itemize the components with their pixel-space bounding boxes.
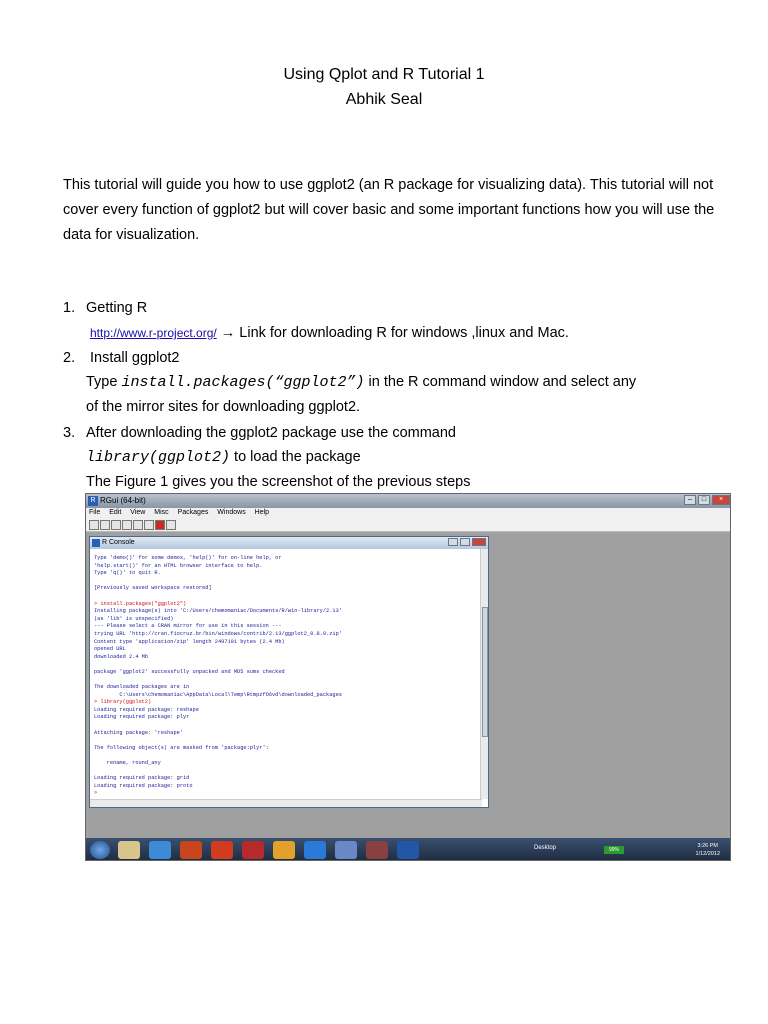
start-button[interactable]: [90, 841, 110, 859]
taskbar-app-icon[interactable]: [304, 841, 326, 859]
console-line: Loading required package: proto: [94, 782, 193, 789]
console-line: [94, 722, 478, 730]
rgui-window-buttons: [684, 495, 730, 505]
arrow-icon: →: [220, 325, 236, 341]
console-line: [94, 677, 478, 685]
menu-file[interactable]: File: [89, 509, 101, 516]
console-line: > library(ggplot2): [94, 699, 152, 706]
r-project-link[interactable]: http://www.r-project.org/: [90, 326, 217, 340]
library-command-code: library(ggplot2): [86, 449, 231, 466]
r-console-window: [89, 536, 489, 808]
paste-icon[interactable]: [133, 520, 143, 530]
battery-indicator: 99%: [604, 846, 624, 854]
r-console-titlebar: [90, 537, 488, 549]
taskbar-app-icon[interactable]: [397, 841, 419, 859]
install-command-code: install.packages(“ggplot2”): [121, 374, 365, 391]
console-line: [94, 768, 478, 776]
step-2-number: 2.: [63, 350, 76, 366]
taskbar-app-icon[interactable]: [366, 841, 388, 859]
step-2-continuation: of the mirror sites for downloading ggplot2.: [86, 399, 361, 415]
desktop-toolbar-label[interactable]: Desktop: [534, 845, 557, 851]
console-line: The following object(s) are masked from 'package:plyr':: [94, 744, 269, 751]
document-title: Using Qplot and R Tutorial 1: [283, 66, 485, 83]
taskbar-app-icon[interactable]: [242, 841, 264, 859]
stop-icon[interactable]: [155, 520, 165, 530]
clock-time: 3:26 PM: [697, 843, 718, 849]
r-console-output[interactable]: [90, 549, 482, 795]
console-line: > install.packages("ggplot2"): [94, 600, 187, 607]
console-line: [94, 752, 478, 760]
maximize-icon[interactable]: □: [698, 495, 710, 505]
r-console-icon: [92, 539, 100, 547]
step-2-command-suffix: in the R command window and select any: [364, 374, 637, 390]
console-line: Type 'demo()' for some demos, 'help()' for on-line help, or: [94, 555, 282, 561]
step-3-command-suffix: to load the package: [230, 449, 361, 465]
copy-icon[interactable]: [122, 520, 132, 530]
console-line: rename, round_any: [94, 760, 161, 767]
taskbar-app-icon[interactable]: [273, 841, 295, 859]
minimize-icon[interactable]: –: [684, 495, 696, 505]
step-2-heading: Install ggplot2: [90, 350, 180, 366]
console-line: --- Please select a CRAN mirror for use in this session ---: [94, 623, 282, 630]
console-line: Loading required package: plyr: [94, 714, 190, 721]
open-script-icon[interactable]: [89, 520, 99, 530]
figure-caption: The Figure 1 gives you the screenshot of the previous steps: [86, 474, 471, 490]
console-horizontal-scrollbar[interactable]: [90, 799, 482, 807]
console-line: downloaded 2.4 Mb: [94, 653, 149, 660]
taskbar-app-icon[interactable]: [335, 841, 357, 859]
console-line: >: [94, 790, 98, 795]
console-line: package 'ggplot2' successfully unpacked and MD5 sums checked: [94, 668, 285, 675]
step-3-number: 3.: [63, 425, 76, 441]
step-1-number: 1.: [63, 300, 76, 316]
console-line: Attaching package: 'reshape': [94, 729, 184, 736]
console-line: Loading required package: grid: [94, 775, 190, 782]
console-window-buttons: [448, 538, 486, 546]
rgui-toolbar: [86, 518, 731, 532]
load-workspace-icon[interactable]: [100, 520, 110, 530]
console-line: 'help.start()' for an HTML browser interface to help.: [94, 562, 263, 569]
console-line: Loading required package: reshape: [94, 706, 199, 713]
console-line: (as 'lib' is unspecified): [94, 615, 174, 622]
console-line: [94, 578, 478, 586]
menu-misc[interactable]: Misc: [154, 509, 169, 516]
rgui-titlebar: [86, 494, 731, 508]
console-line: Type 'q()' to quit R.: [94, 570, 161, 577]
menu-windows[interactable]: Windows: [217, 509, 246, 516]
console-minimize-icon[interactable]: [448, 538, 458, 546]
console-vertical-scrollbar[interactable]: [480, 549, 488, 799]
console-line: Installing package(s) into 'C:/Users/chemomaniac/Documents/R/win-library/2.13': [94, 608, 342, 615]
clock-date: 1/12/2012: [695, 851, 720, 857]
r-console-title: R Console: [102, 539, 135, 546]
print-icon[interactable]: [166, 520, 176, 530]
close-icon[interactable]: ×: [712, 495, 730, 505]
scroll-thumb[interactable]: [482, 607, 488, 737]
r-logo-icon: R: [88, 496, 98, 506]
console-line: opened URL: [94, 646, 126, 653]
console-line: [Previously saved workspace restored]: [94, 585, 212, 592]
rgui-workspace: [86, 532, 731, 838]
step-1-link-description: Link for downloading R for windows ,linux and Mac.: [235, 325, 569, 341]
step-2-command-line: [86, 374, 636, 391]
menu-help[interactable]: Help: [254, 509, 270, 516]
menu-packages[interactable]: Packages: [177, 509, 209, 516]
step-3-command-line: [86, 449, 361, 466]
console-line: C:\Users\chemomaniac\AppData\Local\Temp\RtmpzfO6vd\downloaded_packages: [94, 691, 342, 698]
rgui-menubar: [86, 508, 731, 518]
console-line: The downloaded packages are in: [94, 684, 190, 691]
copy-paste-icon[interactable]: [144, 520, 154, 530]
console-close-icon[interactable]: [472, 538, 486, 546]
step-1-link-line: [90, 325, 569, 341]
step-3-heading: After downloading the ggplot2 package use the command: [86, 425, 456, 441]
taskbar-app-icon[interactable]: [118, 841, 140, 859]
taskbar-app-icon[interactable]: [211, 841, 233, 859]
taskbar-app-icon[interactable]: [180, 841, 202, 859]
step-1-heading: Getting R: [86, 300, 148, 316]
console-line: [94, 737, 478, 745]
intro-paragraph: This tutorial will guide you how to use ggplot2 (an R package for visualizing data). This tutorial will not cover every function of ggplot2 but will cover basic and some important functions how you will use the data for visualization.: [63, 177, 715, 243]
menu-edit[interactable]: Edit: [109, 509, 122, 516]
windows-taskbar: [86, 838, 731, 861]
console-line: Content type 'application/zip' length 2497191 bytes (2.4 Mb): [94, 638, 285, 645]
taskbar-app-icon[interactable]: [149, 841, 171, 859]
menu-view[interactable]: View: [130, 509, 146, 516]
system-clock[interactable]: [696, 842, 720, 858]
save-icon[interactable]: [111, 520, 121, 530]
rgui-screenshot: [85, 493, 731, 861]
console-line: trying URL 'http://cran.fiocruz.br/bin/windows/contrib/2.13/ggplot2_0.8.9.zip': [94, 630, 342, 637]
step-2-type-prefix: Type: [86, 374, 122, 390]
console-maximize-icon[interactable]: [460, 538, 470, 546]
rgui-window-title: RGui (64-bit): [100, 496, 146, 505]
console-line: [94, 593, 478, 601]
document-author: Abhik Seal: [345, 91, 423, 108]
console-line: [94, 661, 478, 669]
